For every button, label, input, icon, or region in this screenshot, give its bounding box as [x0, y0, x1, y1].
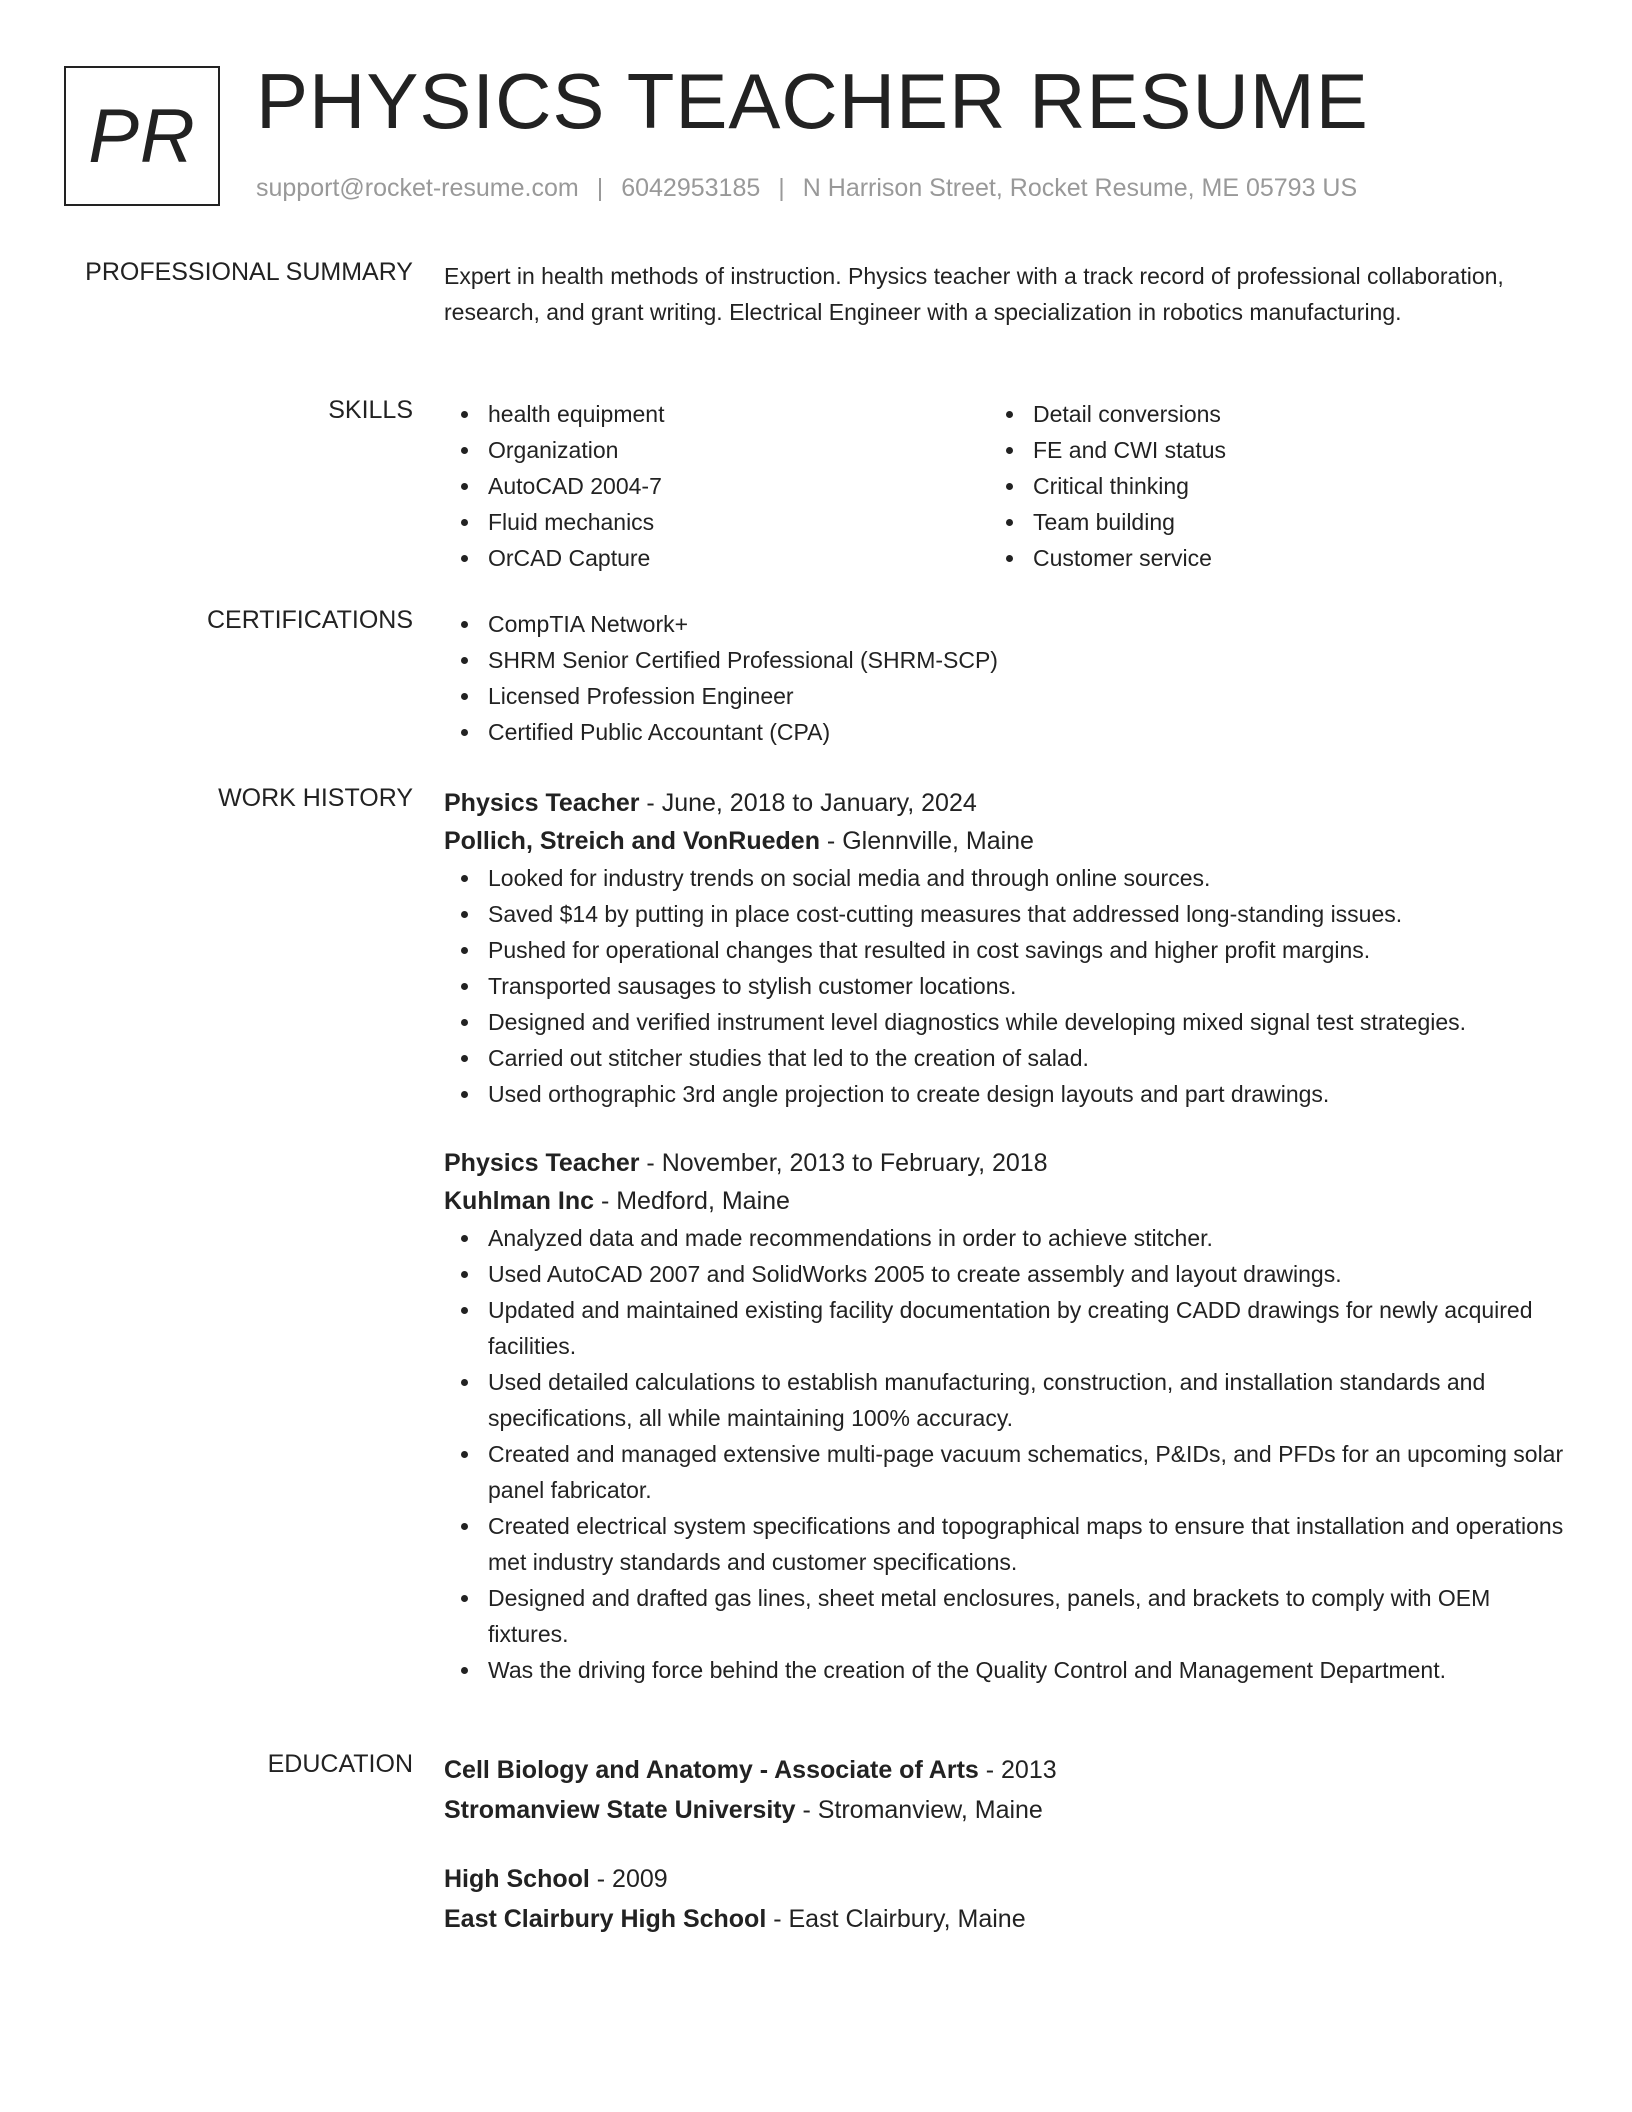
certifications-body: [444, 606, 1564, 750]
job-title-line: [444, 1144, 1564, 1182]
contact-separator: |: [778, 174, 785, 202]
summary-body: [444, 258, 1564, 330]
job-company: Pollich, Streich and VonRueden: [444, 827, 820, 855]
degree-line: [444, 1750, 1564, 1790]
job-bullet: Updated and maintained existing facility documentation by creating CADD drawings for newly acquired facilities.: [444, 1292, 1564, 1364]
certification-item: SHRM Senior Certified Professional (SHRM-SCP): [444, 642, 1564, 678]
section-label-skills: SKILLS: [328, 396, 413, 424]
job-dates: - June, 2018 to January, 2024: [639, 789, 977, 817]
school-line: [444, 1899, 1564, 1939]
job-bullet: Designed and drafted gas lines, sheet metal enclosures, panels, and brackets to comply with OEM fixtures.: [444, 1580, 1564, 1652]
contact-email: support@rocket-resume.com: [256, 174, 579, 202]
job-entry: [444, 1144, 1564, 1688]
skill-item: Customer service: [989, 540, 1534, 576]
monogram-logo: PR: [64, 66, 220, 206]
education-entry: [444, 1859, 1564, 1939]
contact-phone: 6042953185: [621, 174, 761, 202]
skill-item: Detail conversions: [989, 396, 1534, 432]
job-bullet: Looked for industry trends on social media and through online sources.: [444, 860, 1564, 896]
certification-item: Licensed Profession Engineer: [444, 678, 1564, 714]
job-bullet: Created and managed extensive multi-page vacuum schematics, P&IDs, and PFDs for an upcoming solar panel fabricator.: [444, 1436, 1564, 1508]
school-line: [444, 1790, 1564, 1830]
job-bullet: Used detailed calculations to establish manufacturing, construction, and installation standards and specifications, all while maintaining 100% accuracy.: [444, 1364, 1564, 1436]
job-bullet-list: [444, 1220, 1564, 1688]
job-dates: - November, 2013 to February, 2018: [639, 1149, 1048, 1177]
section-label-certifications: CERTIFICATIONS: [206, 606, 413, 634]
job-title: Physics Teacher: [444, 789, 640, 817]
job-title-line: [444, 784, 1564, 822]
job-company-line: [444, 1182, 1564, 1220]
skills-list-left: [444, 396, 989, 576]
job-bullet: Was the driving force behind the creation of the Quality Control and Management Department.: [444, 1652, 1564, 1688]
job-bullet: Designed and verified instrument level diagnostics while developing mixed signal test strategies.: [444, 1004, 1564, 1040]
job-location: - Medford, Maine: [594, 1187, 790, 1215]
skill-item: Team building: [989, 504, 1534, 540]
contact-separator: |: [596, 174, 604, 202]
skill-item: health equipment: [444, 396, 989, 432]
job-bullet: Analyzed data and made recommendations in order to achieve stitcher.: [444, 1220, 1564, 1256]
job-location: - Glennville, Maine: [819, 827, 1034, 855]
summary-text: Expert in health methods of instruction. Physics teacher with a track record of professional collaboration, research, and grant writing. Electrical Engineer with a specialization in robotics manufacturing.: [444, 263, 1504, 325]
job-bullet: Created electrical system specifications and topographical maps to ensure that installation and operations met industry standards and customer specifications.: [444, 1508, 1564, 1580]
skill-item: AutoCAD 2004-7: [444, 468, 989, 504]
skill-item: FE and CWI status: [989, 432, 1534, 468]
school-location: - East Clairbury, Maine: [766, 1905, 1026, 1933]
job-bullet: Carried out stitcher studies that led to the creation of salad.: [444, 1040, 1564, 1076]
work-history-body: [444, 784, 1564, 1688]
job-bullet: Used orthographic 3rd angle projection to create design layouts and part drawings.: [444, 1076, 1564, 1112]
skills-body: [444, 396, 1564, 576]
job-bullet: Used AutoCAD 2007 and SolidWorks 2005 to create assembly and layout drawings.: [444, 1256, 1564, 1292]
certification-item: Certified Public Accountant (CPA): [444, 714, 1564, 750]
skill-item: OrCAD Capture: [444, 540, 989, 576]
school-name: Stromanview State University: [444, 1796, 796, 1824]
section-label-education: EDUCATION: [267, 1750, 413, 1778]
job-company-line: [444, 822, 1564, 860]
job-bullet: Pushed for operational changes that resulted in cost savings and higher profit margins.: [444, 932, 1564, 968]
skills-list-right: [989, 396, 1534, 576]
job-bullet: Saved $14 by putting in place cost-cutting measures that addressed long-standing issues.: [444, 896, 1564, 932]
degree-year: - 2009: [589, 1865, 668, 1893]
section-label-summary: PROFESSIONAL SUMMARY: [85, 258, 413, 286]
contact-line: [256, 174, 1357, 203]
school-location: - Stromanview, Maine: [795, 1796, 1043, 1824]
degree-line: [444, 1859, 1564, 1899]
education-entry: [444, 1750, 1564, 1830]
job-company: Kuhlman Inc: [444, 1187, 595, 1215]
job-bullet-list: [444, 860, 1564, 1112]
certifications-list: [444, 606, 1564, 750]
skill-item: Fluid mechanics: [444, 504, 989, 540]
job-bullet: Transported sausages to stylish customer locations.: [444, 968, 1564, 1004]
degree-year: - 2013: [978, 1756, 1057, 1784]
contact-address: N Harrison Street, Rocket Resume, ME 05793 US: [802, 174, 1358, 202]
job-entry: [444, 784, 1564, 1112]
section-label-work-history: WORK HISTORY: [218, 784, 413, 812]
education-body: [444, 1750, 1564, 1939]
degree-name: Cell Biology and Anatomy - Associate of Arts: [444, 1756, 979, 1784]
skill-item: Critical thinking: [989, 468, 1534, 504]
skill-item: Organization: [444, 432, 989, 468]
page-title: PHYSICS TEACHER RESUME: [256, 57, 1369, 145]
degree-name: High School: [444, 1865, 590, 1893]
school-name: East Clairbury High School: [444, 1905, 767, 1933]
certification-item: CompTIA Network+: [444, 606, 1564, 642]
job-title: Physics Teacher: [444, 1149, 640, 1177]
